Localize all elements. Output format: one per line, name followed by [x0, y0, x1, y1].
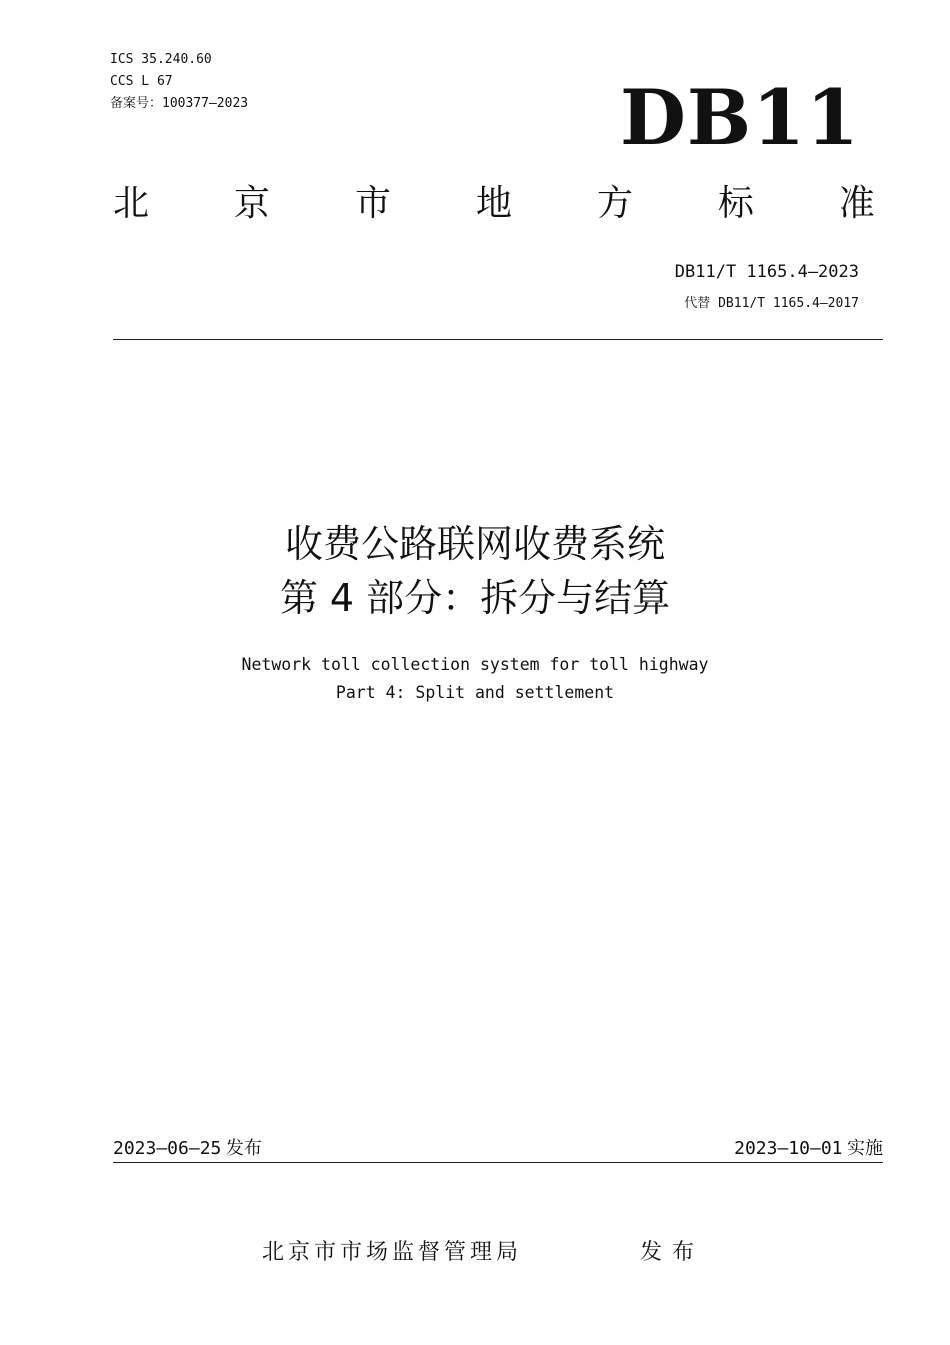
standard-type-char: 北	[113, 183, 150, 224]
english-title	[0, 651, 950, 707]
replaces-label: 代替	[684, 296, 711, 311]
chinese-title-line-1: 收费公路联网收费系统	[284, 522, 665, 566]
standard-type-char: 方	[596, 183, 633, 224]
standard-number: DB11/T 1165.4—2023	[674, 262, 859, 282]
issue-word: 发布	[640, 1240, 705, 1265]
ics-code: ICS 35.240.60	[110, 52, 212, 67]
issue-date-value: 2023—06—25	[113, 1138, 222, 1159]
standard-type-char: 地	[475, 183, 512, 224]
issue-date	[113, 1134, 262, 1160]
standard-type-char: 市	[354, 183, 391, 224]
issue-date-label: 发布	[225, 1138, 262, 1159]
implementation-date-value: 2023—10—01	[734, 1138, 843, 1159]
implementation-date-label: 实施	[847, 1138, 883, 1159]
record-number: 备案号：100377—2023	[110, 96, 249, 111]
ccs-code: CCS L 67	[110, 74, 173, 89]
replaces-number: DB11/T 1165.4—2017	[718, 296, 859, 311]
db11-logo: DB11	[620, 73, 860, 162]
chinese-title-line-2: 第 4 部分：拆分与结算	[279, 576, 671, 620]
standard-type-heading	[113, 183, 875, 224]
implementation-date	[734, 1134, 883, 1160]
replaces-standard	[684, 292, 859, 311]
standard-type-char: 京	[233, 183, 270, 224]
header-divider	[113, 339, 883, 340]
english-title-line-1: Network toll collection system for toll highway	[241, 655, 709, 674]
standard-type-char: 准	[838, 183, 875, 224]
footer-divider	[113, 1162, 883, 1163]
english-title-line-2: Part 4: Split and settlement	[335, 683, 615, 702]
standard-type-char: 标	[717, 183, 754, 224]
chinese-title	[0, 517, 950, 625]
classification-codes	[110, 49, 248, 115]
issuing-authority: 北京市市场监督管理局	[262, 1240, 523, 1265]
